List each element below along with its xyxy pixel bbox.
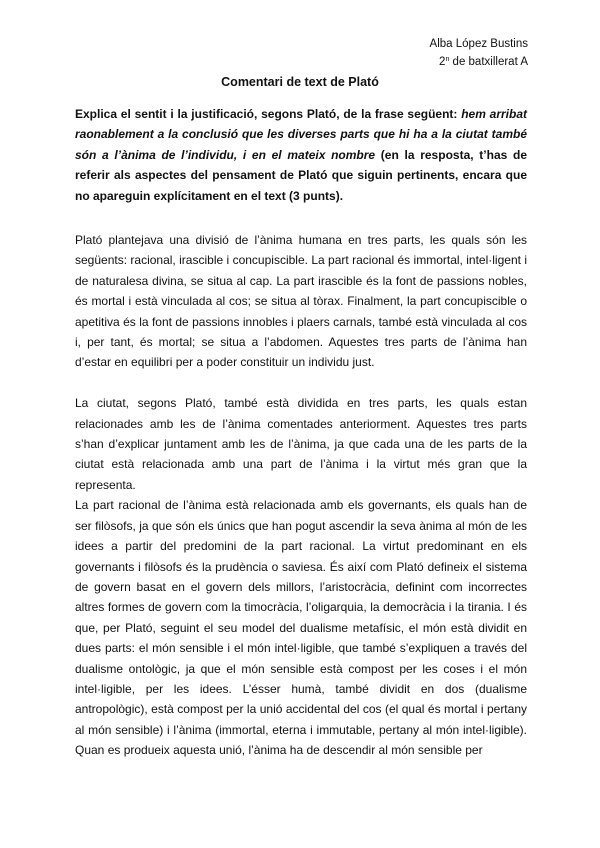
course-rest: de batxillerat A xyxy=(449,56,528,68)
course-label xyxy=(430,52,528,70)
question-quote: hem arribat raonablement a la conclusió que les diverses parts que hi ha a la ciutat també són a l’ànima de l’individu, i en el mateix nombre xyxy=(75,107,527,162)
document-body xyxy=(75,104,527,761)
question-intro: Explica el sentit i la justificació, segons Plató, de la frase següent: xyxy=(75,107,462,121)
paragraph-2: La ciutat, segons Plató, també està dividida en tres parts, les quals estan relacionades amb les de l’ànima comentades anteriorment. Aquestes tres parts s’han d’explicar juntament amb les de l’ànima, ja que cada una de les parts de la ciutat està relacionada amb una part de l’ànima i la virtut més gran que la representa. xyxy=(75,396,527,492)
question-outro: (en la resposta, t’has de referir als aspectes del pensament de Plató que siguin pertinents, encara que no apareguin explícitament en el text (3 punts). xyxy=(75,147,527,203)
page-header xyxy=(430,37,528,70)
course-number: 2 xyxy=(439,56,446,68)
author-name: Alba López Bustins xyxy=(429,38,528,50)
paragraph-3: La part racional de l’ànima està relacionada amb els governants, els quals han de ser filòsofs, ja que són els únics que han pogut ascendir la seva ànima al món de les idees a partir del predomini de la part racional. La virtut predominant en els governants i filòsofs és la prudència o saviesa. És així com Plató defineix el sistema de govern basat en el govern dels millors, l’aristocràcia, definint com incorrectes altres formes de govern com la timocràcia, l’oligarquia, la democràcia i la tirania. I és que, per Plató, seguint el seu model del dualisme metafísic, el món està dividit en dues parts: el món sensible i el món intel·ligible, que també s’expliquen a través del dualisme ontològic, ja que el món sensible està compost per les coses i el món intel·ligible, per les idees. L’ésser humà, també dividit en dos (dualisme antropològic), està compost per la unió accidental del cos (el qual és mortal i pertany al món sensible) i l’ànima (immortal, eterna i immutable, pertany al món intel·ligible). Quan es produeix aquesta unió, l’ànima ha de descendir al món sensible per xyxy=(75,498,527,758)
course-superscript: n xyxy=(445,56,450,63)
document-title: Comentari de text de Plató xyxy=(221,75,379,89)
paragraph-1: Plató plantejava una divisió de l’ànima humana en tres parts, les quals són les següents: racional, irascible i concupiscible. La part racional és immortal, intel·ligent i de naturalesa divina, se situa al cap. La part irascible és la font de passions nobles, és mortal i està vinculada al cos; se situa al tòrax. Finalment, la part concupiscible o apetitiva és la font de passions innobles i plaers carnals, també està vinculada al cos i, per tant, és mortal; se situa a l’abdomen. Aquestes tres parts de l’ànima han d’estar en equilibri per a poder constituir un individu just. xyxy=(75,233,527,370)
question-prompt xyxy=(75,104,527,206)
